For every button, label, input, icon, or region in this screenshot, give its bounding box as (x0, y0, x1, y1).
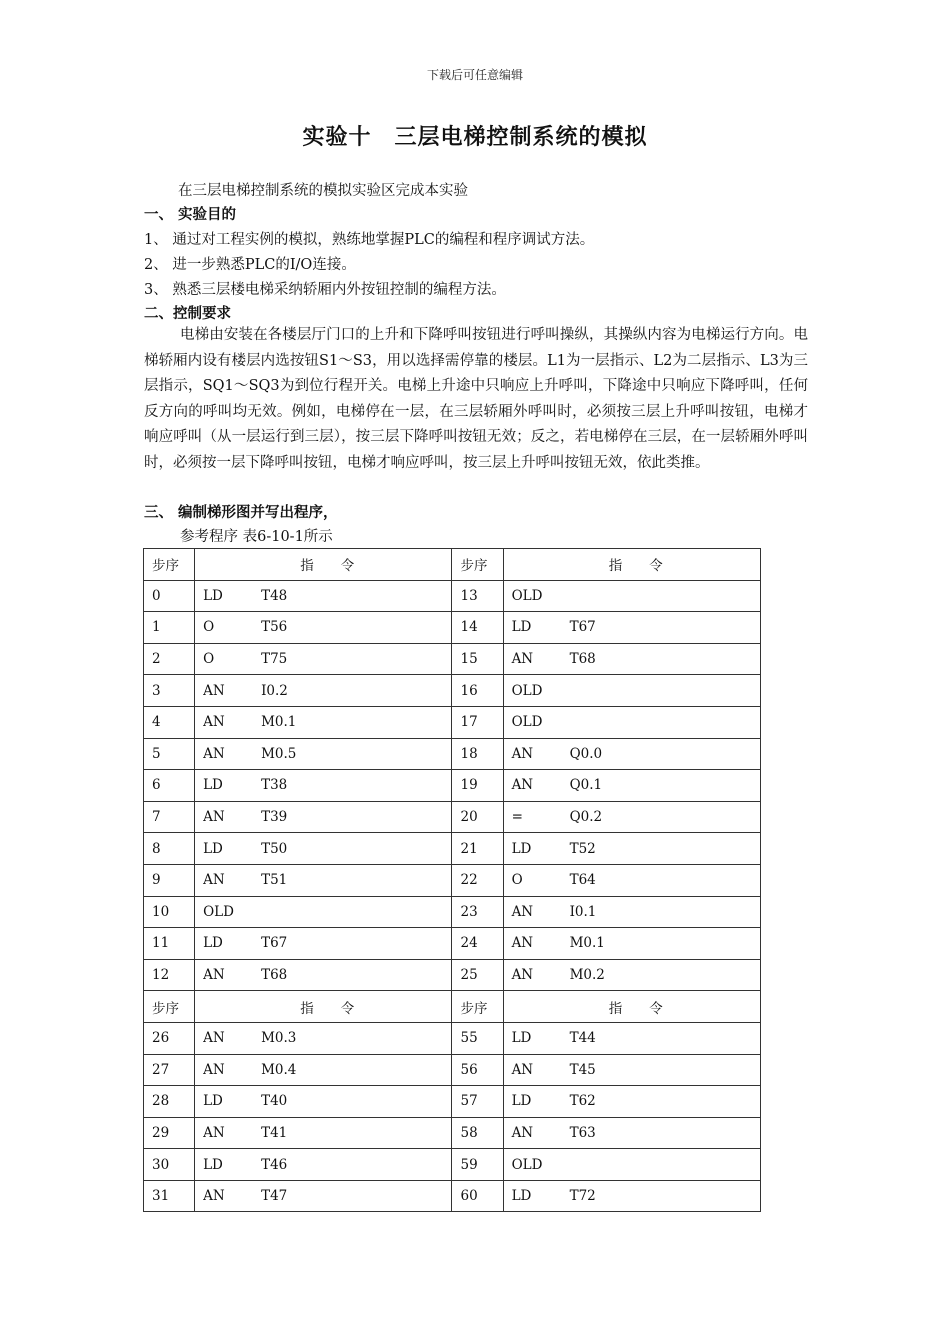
instruction-operand: T64 (569, 872, 596, 889)
instruction-opcode: LD (511, 1093, 532, 1110)
instruction-cell (503, 1086, 760, 1118)
instruction-opcode: AN (203, 809, 225, 826)
instruction-operand: T56 (261, 619, 288, 636)
step-cell: 59 (452, 1149, 503, 1181)
step-cell: 17 (452, 706, 503, 738)
instruction-operand: T50 (261, 840, 288, 857)
instruction-operand: Q0.1 (569, 777, 603, 794)
instruction-operand: T68 (261, 967, 288, 984)
instruction-operand: M0.5 (261, 745, 297, 762)
header-instruction: 指 令 (503, 549, 760, 581)
step-cell: 13 (452, 580, 503, 612)
instruction-cell (195, 738, 452, 770)
instruction-opcode: LD (203, 587, 223, 604)
instruction-operand: T63 (569, 1124, 596, 1141)
header-step: 步序 (452, 549, 503, 581)
instruction-cell (195, 1086, 452, 1118)
instruction-operand: M0.3 (261, 1030, 297, 1047)
instruction-cell (503, 896, 760, 928)
instruction-opcode: O (511, 872, 523, 889)
instruction-operand: T38 (261, 777, 288, 794)
instruction-operand: T67 (569, 619, 596, 636)
table-row (144, 928, 761, 960)
instruction-operand: T40 (261, 1093, 288, 1110)
step-cell: 4 (144, 706, 195, 738)
instruction-opcode: AN (203, 967, 225, 984)
header-step: 步序 (144, 549, 195, 581)
instruction-operand: T45 (569, 1061, 596, 1078)
instruction-opcode: OLD (511, 714, 543, 731)
instruction-cell (503, 580, 760, 612)
step-cell: 12 (144, 959, 195, 991)
table-header-row (144, 991, 761, 1023)
step-cell: 11 (144, 928, 195, 960)
instruction-opcode: LD (511, 1188, 532, 1205)
instruction-cell (195, 833, 452, 865)
table-row (144, 896, 761, 928)
instruction-operand: Q0.2 (569, 809, 603, 826)
instruction-opcode: OLD (511, 1156, 543, 1173)
instruction-opcode: LD (203, 935, 223, 952)
instruction-cell (503, 675, 760, 707)
instruction-opcode: OLD (511, 587, 543, 604)
step-cell: 31 (144, 1180, 195, 1212)
instruction-operand: T39 (261, 809, 288, 826)
instruction-opcode: O (203, 619, 215, 636)
table-row (144, 643, 761, 675)
instruction-cell (503, 706, 760, 738)
instruction-opcode: AN (203, 1061, 225, 1078)
table-row (144, 1180, 761, 1212)
instruction-cell (503, 1054, 760, 1086)
instruction-operand: T67 (261, 935, 288, 952)
step-cell: 9 (144, 864, 195, 896)
instruction-cell (195, 580, 452, 612)
step-cell: 19 (452, 770, 503, 802)
instruction-opcode: OLD (511, 682, 543, 699)
table-row (144, 1086, 761, 1118)
table-row (144, 706, 761, 738)
instruction-cell (503, 833, 760, 865)
header-step: 步序 (144, 991, 195, 1023)
table-row (144, 864, 761, 896)
instruction-operand: Q0.0 (569, 745, 603, 762)
instruction-opcode: LD (203, 1093, 223, 1110)
instruction-operand: M0.2 (569, 967, 605, 984)
step-cell: 16 (452, 675, 503, 707)
instruction-cell (503, 612, 760, 644)
instruction-cell (195, 612, 452, 644)
instruction-operand: M0.1 (261, 714, 297, 731)
instruction-cell (503, 643, 760, 675)
section1-item-1: 1、 通过对工程实例的模拟，熟练地掌握PLC的编程和程序调试方法。 (144, 232, 595, 248)
instruction-opcode: LD (511, 1030, 532, 1047)
step-cell: 57 (452, 1086, 503, 1118)
table-header-row (144, 549, 761, 581)
instruction-opcode: AN (511, 967, 534, 984)
instruction-opcode: LD (511, 840, 532, 857)
step-cell: 10 (144, 896, 195, 928)
step-cell: 25 (452, 959, 503, 991)
step-cell: 3 (144, 675, 195, 707)
instruction-cell (503, 770, 760, 802)
instruction-operand: M0.1 (569, 935, 605, 952)
instruction-operand: T44 (569, 1030, 596, 1047)
step-cell: 15 (452, 643, 503, 675)
instruction-opcode: = (511, 809, 523, 826)
instruction-opcode: AN (203, 1030, 225, 1047)
instruction-opcode: AN (203, 682, 225, 699)
table-row (144, 738, 761, 770)
step-cell: 26 (144, 1022, 195, 1054)
step-cell: 5 (144, 738, 195, 770)
table-row (144, 1149, 761, 1181)
section1-item-2: 2、 进一步熟悉PLC的I/O连接。 (144, 257, 356, 273)
instruction-opcode: AN (511, 777, 534, 794)
header-instruction: 指 令 (195, 549, 452, 581)
instruction-cell (195, 770, 452, 802)
step-cell: 2 (144, 643, 195, 675)
header-instruction: 指 令 (503, 991, 760, 1023)
instruction-operand: T72 (569, 1188, 596, 1205)
table-row (144, 1022, 761, 1054)
instruction-cell (195, 643, 452, 675)
step-cell: 8 (144, 833, 195, 865)
step-cell: 20 (452, 801, 503, 833)
instruction-cell (503, 1022, 760, 1054)
instruction-cell (195, 864, 452, 896)
instruction-operand: T46 (261, 1156, 288, 1173)
instruction-opcode: AN (511, 935, 534, 952)
instruction-cell (503, 738, 760, 770)
table-row (144, 675, 761, 707)
header-instruction: 指 令 (195, 991, 452, 1023)
step-cell: 21 (452, 833, 503, 865)
step-cell: 55 (452, 1022, 503, 1054)
step-cell: 29 (144, 1117, 195, 1149)
instruction-operand: T62 (569, 1093, 596, 1110)
intro-text: 在三层电梯控制系统的模拟实验区完成本实验 (178, 183, 468, 199)
table-row (144, 1054, 761, 1086)
instruction-cell (195, 896, 452, 928)
step-cell: 28 (144, 1086, 195, 1118)
reference-caption: 参考程序 表6-10-1所示 (180, 529, 333, 545)
step-cell: 22 (452, 864, 503, 896)
instruction-operand: T51 (261, 872, 288, 889)
instruction-cell (503, 801, 760, 833)
instruction-opcode: LD (511, 619, 532, 636)
instruction-opcode: AN (511, 903, 534, 920)
instruction-operand: T48 (261, 587, 288, 604)
instruction-cell (503, 928, 760, 960)
table-row (144, 801, 761, 833)
step-cell: 0 (144, 580, 195, 612)
instruction-operand: T47 (261, 1188, 288, 1205)
step-cell: 18 (452, 738, 503, 770)
instruction-operand: I0.2 (261, 682, 288, 699)
instruction-cell (195, 1180, 452, 1212)
table-row (144, 833, 761, 865)
instruction-opcode: AN (511, 1124, 534, 1141)
header-step: 步序 (452, 991, 503, 1023)
instruction-cell (195, 1054, 452, 1086)
instruction-opcode: AN (511, 745, 534, 762)
instruction-cell (503, 1180, 760, 1212)
instruction-opcode: AN (203, 745, 225, 762)
instruction-operand: T68 (569, 651, 596, 668)
instruction-opcode: AN (203, 714, 225, 731)
step-cell: 30 (144, 1149, 195, 1181)
table-row (144, 580, 761, 612)
instruction-operand: I0.1 (569, 903, 597, 920)
instruction-cell (195, 706, 452, 738)
step-cell: 1 (144, 612, 195, 644)
section1-item-3: 3、 熟悉三层楼电梯采纳轿厢内外按钮控制的编程方法。 (144, 282, 506, 298)
table-row (144, 959, 761, 991)
instruction-cell (195, 1022, 452, 1054)
instruction-operand: T52 (569, 840, 596, 857)
page-title: 实验十 三层电梯控制系统的模拟 (302, 125, 648, 150)
instruction-operand: T75 (261, 651, 288, 668)
instruction-opcode: AN (511, 651, 534, 668)
instruction-opcode: AN (203, 1124, 225, 1141)
section3-heading: 三、 编制梯形图并写出程序， (144, 505, 338, 521)
instruction-cell (195, 1149, 452, 1181)
instruction-cell (503, 959, 760, 991)
instruction-cell (195, 959, 452, 991)
step-cell: 56 (452, 1054, 503, 1086)
instruction-opcode: O (203, 651, 215, 668)
instruction-opcode: LD (203, 1156, 223, 1173)
instruction-cell (195, 1117, 452, 1149)
step-cell: 6 (144, 770, 195, 802)
step-cell: 7 (144, 801, 195, 833)
section2-paragraph: 电梯由安装在各楼层厅门口的上升和下降呼叫按钮进行呼叫操纵，其操纵内容为电梯运行方向。电梯轿厢内设有楼层内选按钮S1～S3，用以选择需停靠的楼层。L1为一层指示、L2为二层指示、L3为三层指示，SQ1～SQ3为到位行程开关。电梯上升途中只响应上升呼叫，下降途中只响应下降呼叫，任何反方向的呼叫均无效。例如，电梯停在一层，在三层轿厢外呼叫时，必须按三层上升呼叫按钮，电梯才响应呼叫（从一层运行到三层），按三层下降呼叫按钮无效；反之，若电梯停在三层，在一层轿厢外呼叫时，必须按一层下降呼叫按钮，电梯才响应呼叫，按三层上升呼叫按钮无效，依此类推。 (144, 327, 808, 471)
instruction-opcode: LD (203, 840, 223, 857)
step-cell: 23 (452, 896, 503, 928)
table-row (144, 1117, 761, 1149)
table-row (144, 770, 761, 802)
step-cell: 58 (452, 1117, 503, 1149)
instruction-opcode: LD (203, 777, 223, 794)
instruction-opcode: AN (203, 872, 225, 889)
step-cell: 14 (452, 612, 503, 644)
step-cell: 27 (144, 1054, 195, 1086)
step-cell: 24 (452, 928, 503, 960)
step-cell: 60 (452, 1180, 503, 1212)
table-row (144, 612, 761, 644)
instruction-cell (195, 675, 452, 707)
header-note: 下载后可任意编辑 (426, 68, 523, 82)
section1-heading: 一、 实验目的 (144, 207, 237, 223)
instruction-cell (503, 864, 760, 896)
instruction-cell (195, 801, 452, 833)
instruction-cell (503, 1149, 760, 1181)
instruction-opcode: AN (203, 1188, 225, 1205)
program-table (143, 548, 761, 1212)
instruction-opcode: AN (511, 1061, 534, 1078)
instruction-opcode: OLD (203, 903, 234, 920)
instruction-cell (195, 928, 452, 960)
instruction-operand: T41 (261, 1124, 288, 1141)
section2-heading: 二、控制要求 (144, 306, 231, 322)
instruction-operand: M0.4 (261, 1061, 297, 1078)
instruction-cell (503, 1117, 760, 1149)
